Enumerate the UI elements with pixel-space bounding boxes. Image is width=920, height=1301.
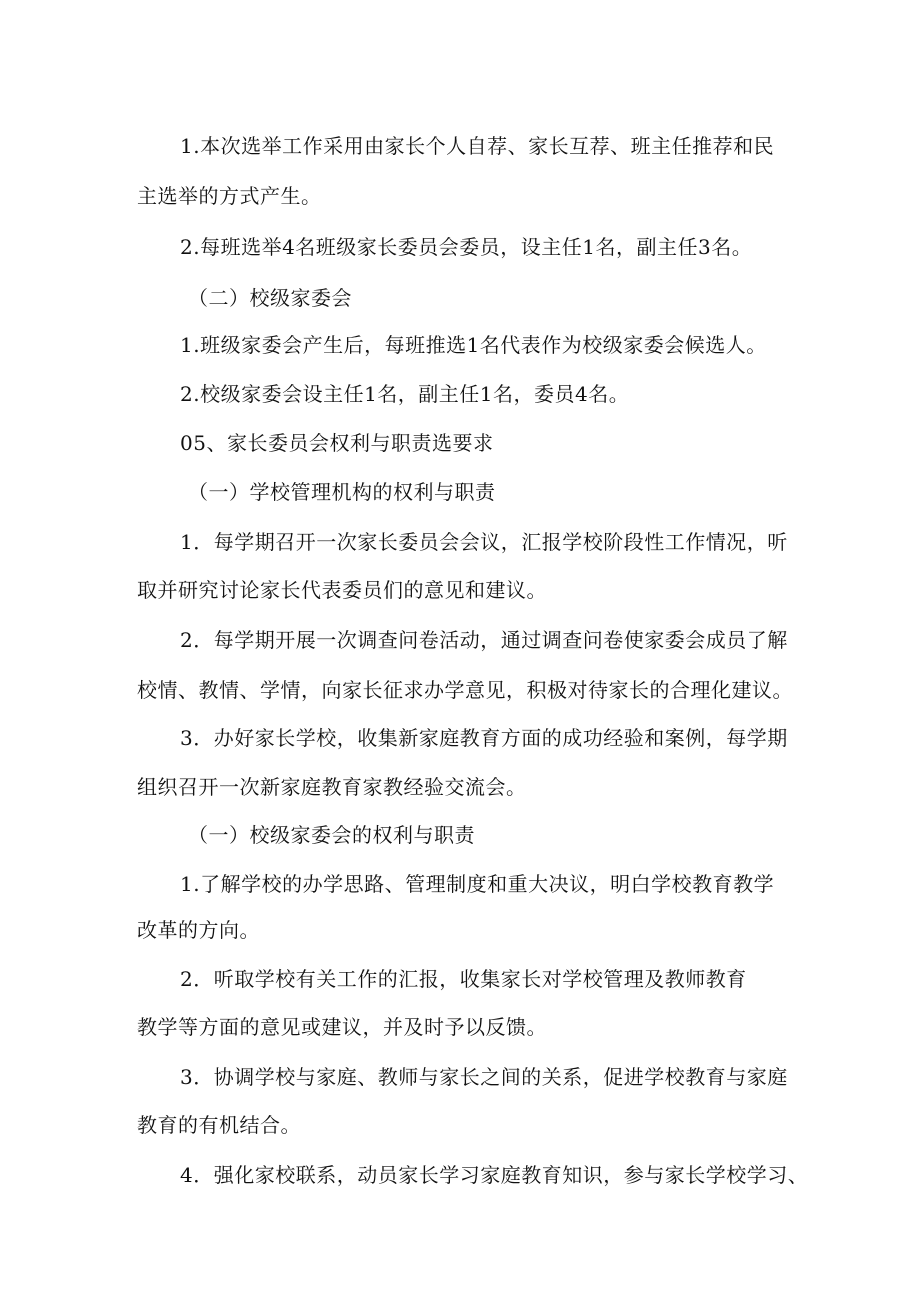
text-line-19: 教学等方面的意见或建议，并及时予以反馈。: [137, 1015, 547, 1039]
text-line-6: 2.校级家委会设主任1名，副主任1名，委员4名。: [180, 382, 630, 406]
section-heading-05: 05、家长委员会权利与职责选要求: [180, 431, 494, 455]
text-line-13: 3．办好家长学校，收集新家庭教育方面的成功经验和案例，每学期: [180, 726, 788, 750]
text-line-21: 教育的有机结合。: [137, 1113, 301, 1137]
text-line-10: 取并研究讨论家长代表委员们的意见和建议。: [137, 578, 547, 602]
text-line-14: 组织召开一次新家庭教育家教经验交流会。: [137, 775, 527, 799]
text-line-3: 2.每班选举4名班级家长委员会委员，设主任1名，副主任3名。: [180, 235, 753, 259]
text-line-11: 2．每学期开展一次调查问卷活动，通过调查问卷使家委会成员了解: [180, 628, 788, 652]
text-line-5: 1.班级家委会产生后，每班推选1名代表作为校级家委会候选人。: [180, 333, 767, 357]
section-heading-management: （一）学校管理机构的权利与职责: [188, 480, 496, 504]
text-line-20: 3．协调学校与家庭、教师与家长之间的关系，促进学校教育与家庭: [180, 1065, 788, 1089]
section-heading-school-committee: （二）校级家委会: [188, 286, 352, 310]
text-line-18: 2．听取学校有关工作的汇报，收集家长对学校管理及教师教育: [180, 967, 747, 991]
text-line-22: 4．强化家校联系，动员家长学习家庭教育知识，参与家长学校学习、: [180, 1163, 809, 1187]
text-line-12: 校情、教情、学情，向家长征求办学意见，积极对待家长的合理化建议。: [137, 678, 793, 702]
text-line-16: 1.了解学校的办学思路、管理制度和重大决议，明白学校教育教学: [180, 872, 775, 896]
text-line-2: 主选举的方式产生。: [137, 184, 322, 208]
text-line-17: 改革的方向。: [137, 918, 260, 942]
text-line-1: 1.本次选举工作采用由家长个人自荐、家长互荐、班主任推荐和民: [180, 134, 775, 158]
section-heading-school-rights: （一）校级家委会的权利与职责: [188, 823, 475, 847]
text-line-9: 1．每学期召开一次家长委员会会议，汇报学校阶段性工作情况，听: [180, 530, 788, 554]
